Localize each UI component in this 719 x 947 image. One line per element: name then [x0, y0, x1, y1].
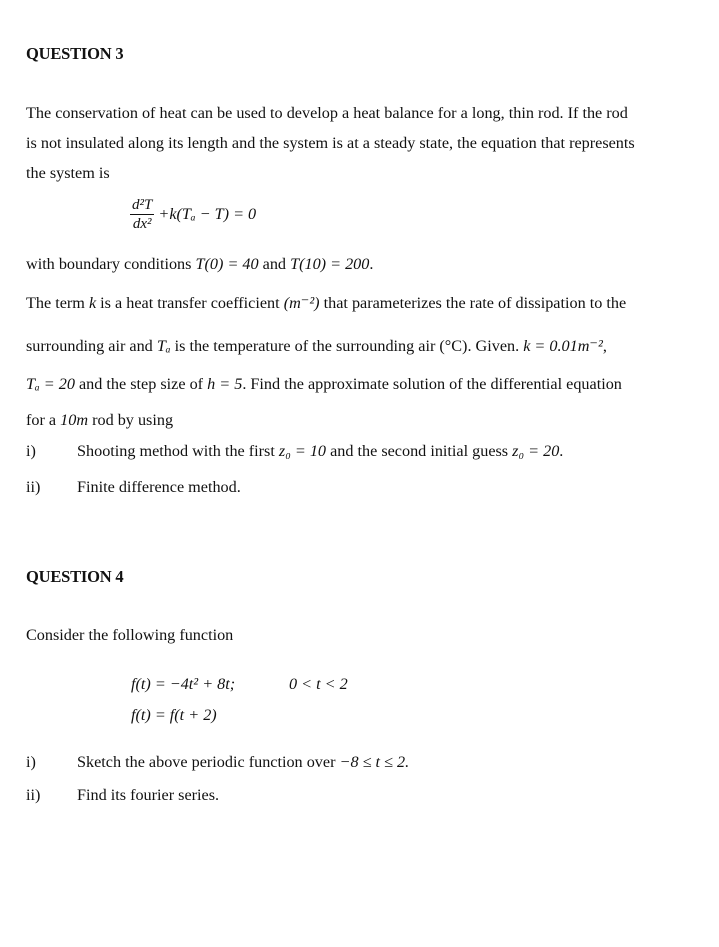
- q3-item-1-text-b: and the second initial guess: [330, 442, 509, 460]
- function-domain: 0 < t < 2: [289, 675, 348, 693]
- term2-text-c: . Given.: [467, 337, 520, 355]
- boundary-conditions-line: with boundary conditions T(0) = 40 and T(10) = 200.: [26, 255, 374, 273]
- term-unit: (m⁻²): [283, 294, 320, 312]
- q3-item-2-text: Finite difference method.: [77, 478, 241, 496]
- q4-item-2-label: ii): [26, 786, 41, 804]
- term-line-1: [26, 293, 626, 313]
- question-3-heading: QUESTION 3: [26, 44, 124, 63]
- given-k: k = 0.01m⁻²: [523, 337, 603, 355]
- q3-intro-line-3: the system is: [26, 164, 110, 182]
- bc-and: and: [262, 255, 287, 273]
- term4-text-a: for a: [26, 411, 57, 429]
- term3-text-c: . Find the approximate solution of the differential equation: [242, 375, 622, 393]
- term-line-4: [26, 411, 173, 430]
- equation-rest: +k(Tₐ − T) = 0: [158, 205, 257, 223]
- fraction-denominator: dx²: [132, 216, 152, 232]
- question-4-heading: QUESTION 4: [26, 567, 124, 586]
- term-degc: (°C): [439, 337, 468, 355]
- second-derivative-fraction: [130, 196, 154, 233]
- function-definition: f(t) = −4t² + 8t;: [131, 675, 236, 693]
- q3-item-1-text: [77, 442, 563, 461]
- q3-item-1-text-a: Shooting method with the first: [77, 442, 275, 460]
- term-k: k: [88, 294, 97, 312]
- term-ta: Tₐ: [156, 337, 171, 355]
- second-guess: z₀ = 20: [512, 442, 560, 460]
- sketch-range: −8 ≤ t ≤ 2.: [339, 753, 410, 771]
- q4-item-1-text: [77, 753, 409, 772]
- term3-text-b: and the step size of: [79, 375, 204, 393]
- fraction-numerator: d²T: [132, 197, 153, 213]
- q3-intro-line-2: is not insulated along its length and the system is at a steady state, the equation that represents: [26, 134, 635, 152]
- boundary-condition-1: T(0) = 40: [195, 255, 259, 273]
- term-text-b: is a heat transfer coefficient: [100, 294, 280, 312]
- term-line-3: [26, 375, 622, 394]
- given-h: h = 5: [207, 375, 243, 393]
- term2-text-b: is the temperature of the surrounding air: [174, 337, 436, 355]
- q3-item-2-label: ii): [26, 478, 41, 496]
- q3-item-1-label: i): [26, 442, 36, 460]
- bc-text: with boundary conditions: [26, 255, 192, 273]
- q4-item-1-label: i): [26, 753, 36, 771]
- heat-balance-equation: [130, 196, 256, 233]
- boundary-condition-2: T(10) = 200: [290, 255, 370, 273]
- term-line-2: surrounding air and Tₐ is the temperature of the surrounding air (°C). Given. k = 0.01m⁻²,: [26, 337, 607, 355]
- q4-item-2-text: Find its fourier series.: [77, 786, 220, 804]
- rod-length: 10m: [60, 411, 89, 429]
- term2-text-a: surrounding air and: [26, 337, 153, 355]
- term-text-c: that parameterizes the rate of dissipation to the: [323, 294, 627, 312]
- q4-intro: Consider the following function: [26, 626, 234, 644]
- q4-item-1-text-a: Sketch the above periodic function over: [77, 753, 336, 771]
- term-text-a: The term: [26, 294, 85, 312]
- given-ta: Tₐ = 20: [26, 375, 75, 393]
- q3-item-1-text-c: .: [559, 442, 564, 460]
- q3-intro-line-1: The conservation of heat can be used to develop a heat balance for a long, thin rod. If the rod: [26, 104, 628, 122]
- first-guess: z₀ = 10: [278, 442, 327, 460]
- term4-text-b: rod by using: [92, 411, 174, 429]
- periodicity-condition: f(t) = f(t + 2): [131, 706, 217, 724]
